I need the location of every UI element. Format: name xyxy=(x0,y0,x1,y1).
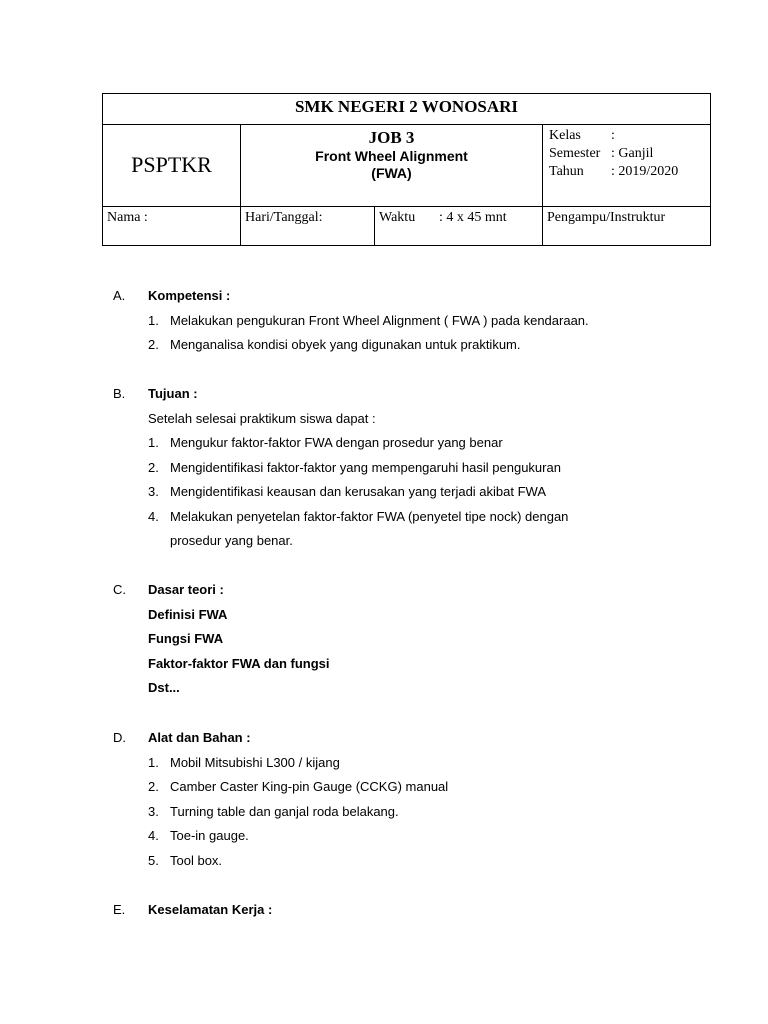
class-info-cell xyxy=(542,125,712,206)
section-title: Keselamatan Kerja : xyxy=(148,902,273,917)
list-item xyxy=(113,456,733,481)
semester-row xyxy=(549,145,712,163)
section-keselamatan-kerja xyxy=(113,898,733,923)
item-continuation: prosedur yang benar. xyxy=(170,533,293,548)
list-item xyxy=(113,800,733,825)
semester-value: : Ganjil xyxy=(611,146,654,161)
tahun-label: Tahun xyxy=(549,164,584,179)
section-alat-bahan xyxy=(113,726,733,873)
list-item xyxy=(113,849,733,874)
school-name: SMK NEGERI 2 WONOSARI xyxy=(103,94,710,125)
job-cell xyxy=(240,125,542,206)
section-kompetensi xyxy=(113,284,733,358)
theory-topic: Faktor-faktor FWA dan fungsi xyxy=(148,655,330,671)
section-dasar-teori xyxy=(113,578,733,701)
kelas-label: Kelas xyxy=(549,128,581,143)
header-row-details xyxy=(103,207,710,245)
section-letter: B. xyxy=(113,386,126,401)
nama-field: Nama : xyxy=(107,210,148,225)
item-number: 5. xyxy=(148,852,159,868)
list-item xyxy=(113,751,733,776)
pengampu-field: Pengampu/Instruktur xyxy=(542,207,712,245)
list-item xyxy=(113,480,733,505)
item-text: Toe-in gauge. xyxy=(170,828,249,843)
list-item xyxy=(113,824,733,849)
section-title: Alat dan Bahan : xyxy=(148,730,251,745)
waktu-value: : 4 x 45 mnt xyxy=(439,210,507,225)
kelas-value: : xyxy=(611,128,615,143)
waktu-label: Waktu xyxy=(379,210,416,225)
semester-label: Semester xyxy=(549,146,601,161)
item-number: 1. xyxy=(148,754,159,770)
section-intro: Setelah selesai praktikum siswa dapat : xyxy=(148,410,376,426)
item-number: 1. xyxy=(148,312,159,328)
list-item xyxy=(113,309,733,334)
item-text: Melakukan pengukuran Front Wheel Alignment ( FWA ) pada kendaraan. xyxy=(170,312,589,328)
item-number: 3. xyxy=(148,484,159,499)
section-title: Tujuan : xyxy=(148,386,198,401)
job-title: JOB 3 xyxy=(368,128,415,147)
dept-name: PSPTKR xyxy=(131,152,212,177)
item-text: Turning table dan ganjal roda belakang. xyxy=(170,803,399,819)
item-text: Melakukan penyetelan faktor-faktor FWA (penyetel tipe nock) dengan xyxy=(170,508,569,524)
item-text: Tool box. xyxy=(170,852,223,868)
item-number: 2. xyxy=(148,459,159,475)
section-title: Dasar teori : xyxy=(148,582,224,597)
item-text: Mengidentifikasi faktor-faktor yang mempengaruhi hasil pengukuran xyxy=(170,459,561,475)
list-item xyxy=(113,775,733,800)
waktu-field xyxy=(374,207,542,245)
tahun-row xyxy=(549,163,712,181)
theory-topic: Definisi FWA xyxy=(148,606,228,622)
tahun-value: : 2019/2020 xyxy=(611,164,679,179)
section-letter: A. xyxy=(113,288,126,303)
item-number: 1. xyxy=(148,435,159,450)
hari-tanggal-field: Hari/Tanggal: xyxy=(240,207,374,245)
header-table xyxy=(102,93,711,246)
item-number: 3. xyxy=(148,803,159,819)
kelas-row xyxy=(549,127,712,145)
section-letter: E. xyxy=(113,902,126,917)
theory-topic: Dst... xyxy=(148,680,180,695)
section-letter: D. xyxy=(113,730,126,745)
item-number: 2. xyxy=(148,779,159,794)
list-item xyxy=(113,333,733,358)
list-item xyxy=(113,431,733,456)
item-text: Menganalisa kondisi obyek yang digunakan untuk praktikum. xyxy=(170,337,521,352)
theory-topic: Fungsi FWA xyxy=(148,631,224,646)
section-letter: C. xyxy=(113,582,126,597)
item-text: Mengidentifikasi keausan dan kerusakan yang terjadi akibat FWA xyxy=(170,484,547,499)
item-number: 4. xyxy=(148,508,159,524)
item-text: Camber Caster King-pin Gauge (CCKG) manual xyxy=(170,779,449,794)
job-abbr: (FWA) xyxy=(371,165,412,181)
section-tujuan xyxy=(113,382,733,554)
item-text: Mobil Mitsubishi L300 / kijang xyxy=(170,754,340,770)
section-title: Kompetensi : xyxy=(148,288,231,303)
job-name: Front Wheel Alignment xyxy=(315,148,468,164)
header-row-job xyxy=(103,125,710,207)
item-number: 2. xyxy=(148,337,159,352)
item-text: Mengukur faktor-faktor FWA dengan prosedur yang benar xyxy=(170,435,503,450)
list-item xyxy=(113,505,733,530)
item-number: 4. xyxy=(148,828,159,843)
